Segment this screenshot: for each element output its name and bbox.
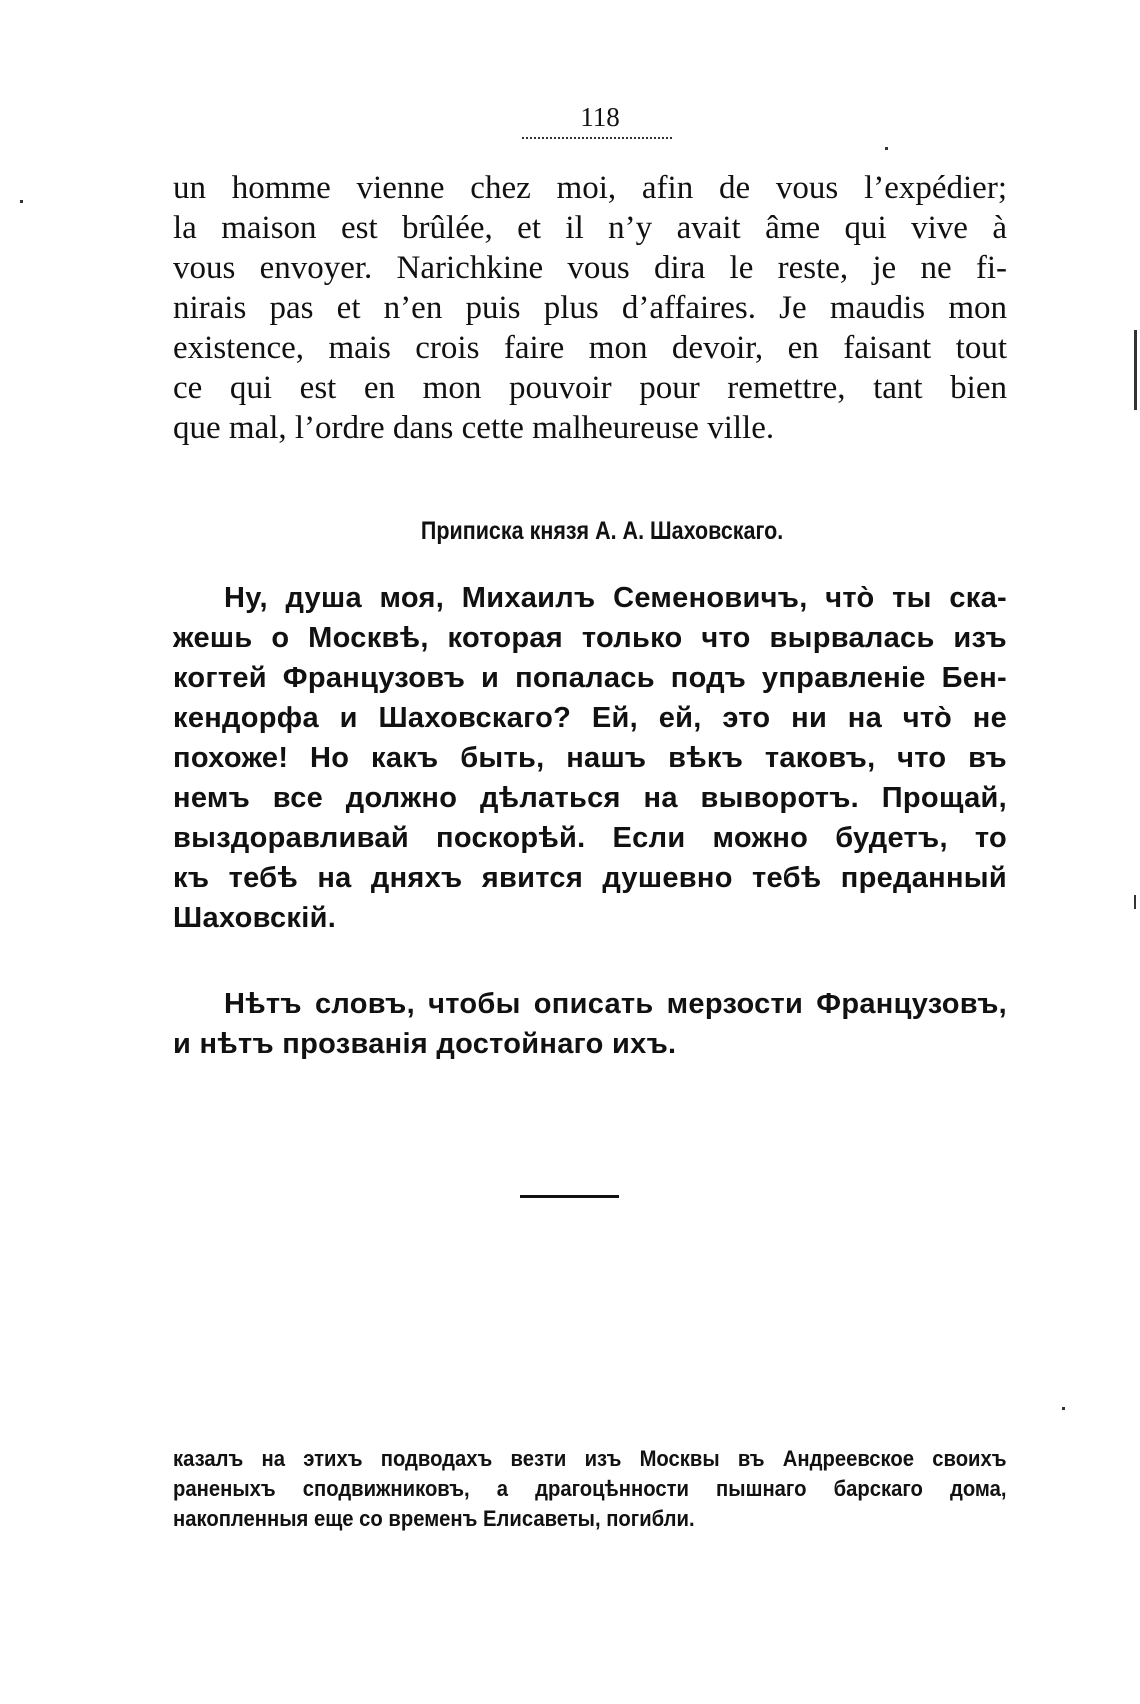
scan-speck [1062,1407,1065,1410]
text-line: немъ все должно дѣлаться на выворотъ. Прощай, [173,782,1007,814]
text-line: къ тебѣ на дняхъ явится душевно тебѣ преданный [173,862,1007,894]
text-line: Нѣтъ словъ, чтобы описать мерзости Французовъ, [224,988,1007,1020]
page-number-ornament [522,137,672,139]
text-line: existence, mais crois faire mon devoir, en faisant tout [173,330,1007,366]
text-line: когтей Французовъ и попалась подъ управленіе Бен- [173,662,1007,694]
page-number: 118 [580,102,620,132]
scan-speck [885,147,888,150]
text-line: un homme vienne chez moi, afin de vous l’expédier; [173,170,1007,206]
text-line: кендорфа и Шаховскаго? Ей, ей, это ни на что̀ не [173,702,1007,734]
text-line: похоже! Но какъ быть, нашъ вѣкъ таковъ, что въ [173,742,1007,774]
text-line: la maison est brûlée, et il n’y avait âme qui vive à [173,210,1007,246]
text-line: nirais pas et n’en puis plus d’affaires. Je maudis mon [173,290,1007,326]
text-line: выздоравливай поскорѣй. Если можно будетъ, то [173,822,1007,854]
text-line: ce qui est en mon pouvoir pour remettre, tant bien [173,370,1007,406]
footnote-line: накопленныя еще со временъ Елисаветы, погибли. [173,1506,695,1531]
scan-speck [20,200,23,203]
text-line: que mal, l’ordre dans cette malheureuse ville. [173,410,775,446]
scan-edge-mark [1134,330,1137,410]
footnote-line: казалъ на этихъ подводахъ везти изъ Москвы въ Андреевское своихъ [173,1446,1007,1471]
text-line: Ну, душа моя, Михаилъ Семеновичъ, что̀ ты ска- [224,582,1007,614]
text-line: и нѣтъ прозванія достойнаго ихъ. [173,1028,677,1060]
postscript-heading: Приписка князя А. А. Шаховскаго. [420,517,784,545]
text-line: vous envoyer. Narichkine vous dira le reste, je ne fi- [173,250,1007,286]
scan-edge-mark [1134,895,1136,909]
section-divider [520,1195,619,1198]
text-line: Шаховскій. [173,902,337,934]
text-line: жешь о Москвѣ, которая только что вырвалась изъ [173,622,1007,654]
footnote-line: раненыхъ сподвижниковъ, а драгоцѣнности пышнаго барскаго дома, [173,1476,1007,1501]
